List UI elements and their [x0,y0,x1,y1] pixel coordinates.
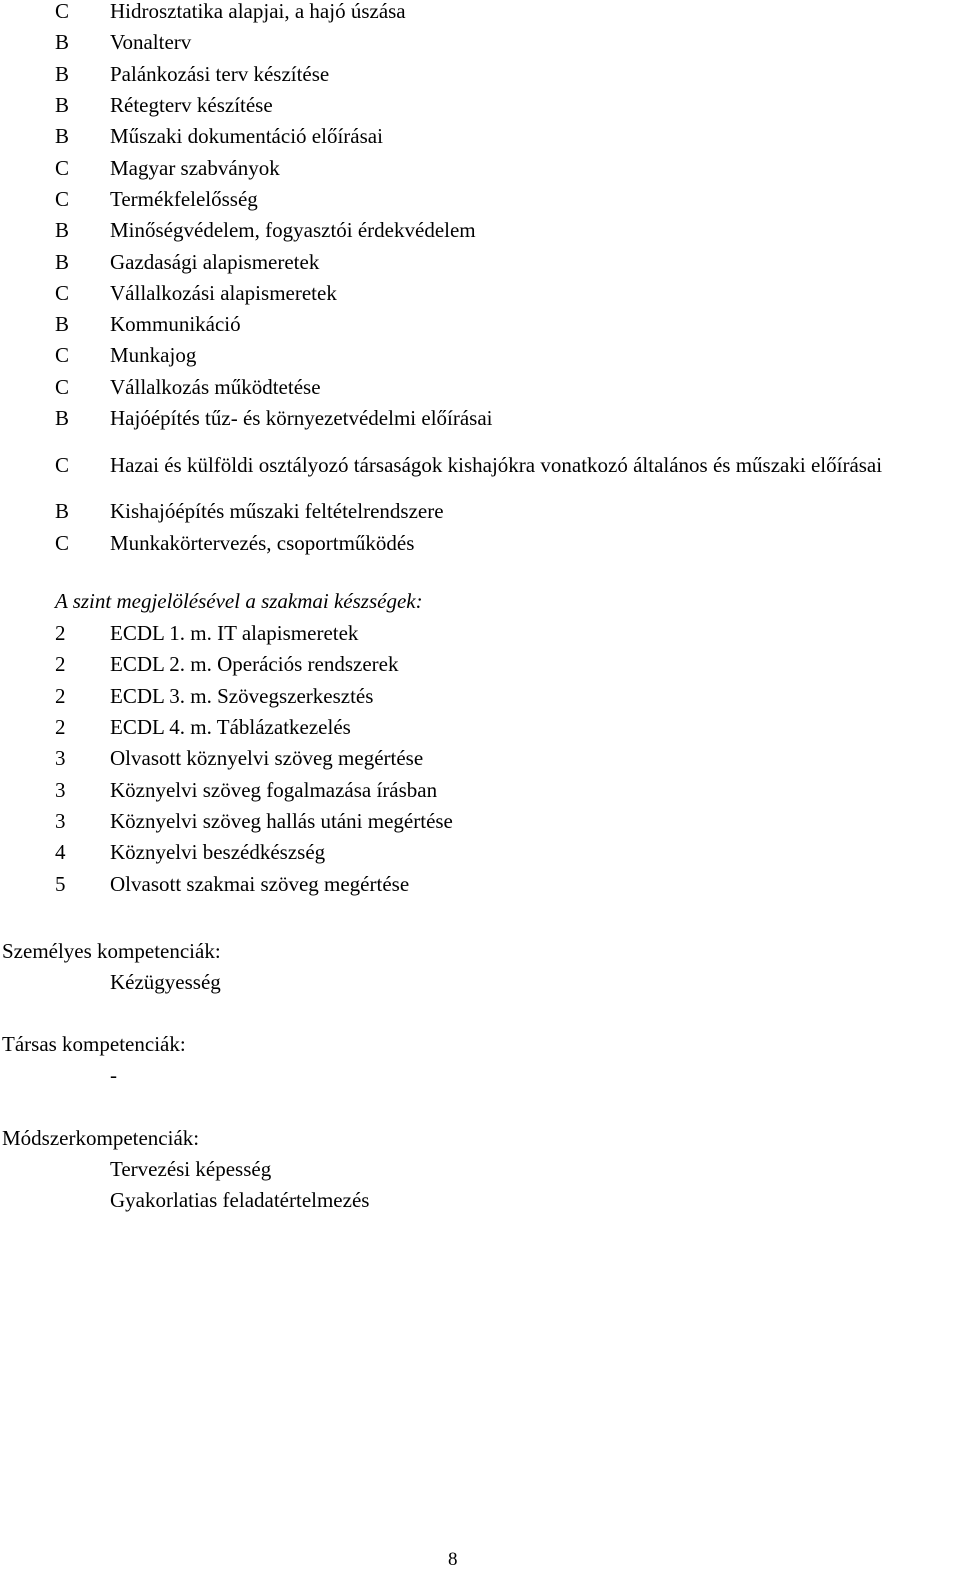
topic-row [0,27,960,58]
topic-text: Munkajog [110,343,197,368]
skill-row [0,743,960,774]
topic-text: Hazai és külföldi osztályozó társaságok kishajókra vonatkozó általános és műszaki előírásai [110,452,883,477]
topic-level: C [55,186,70,211]
topic-text: Kommunikáció [110,312,241,337]
topic-text: Vállalkozás működtetése [110,374,321,399]
topic-list [0,0,960,559]
topic-row [0,59,960,90]
skill-text: Köznyelvi szöveg hallás utáni megértése [110,808,453,833]
topic-text: Vállalkozási alapismeretek [110,280,337,305]
topic-level: B [55,249,70,274]
topic-level: B [55,218,70,243]
skill-text: Köznyelvi szöveg fogalmazása írásban [110,777,438,802]
topic-level: B [55,499,70,524]
methodological-competency-item: Tervezési képesség [110,1157,272,1181]
topic-level: B [55,124,70,149]
skill-text: ECDL 3. m. Szövegszerkesztés [110,683,374,708]
personal-competencies-heading: Személyes kompetenciák: [2,939,221,963]
skill-text: ECDL 4. m. Táblázatkezelés [110,715,351,740]
topic-text: Kishajóépítés műszaki feltételrendszere [110,499,444,524]
topic-row [0,152,960,183]
topic-text: Termékfelelősség [110,186,258,211]
topic-text: Munkakörtervezés, csoportműködés [110,530,415,555]
topic-row [0,278,960,309]
methodological-competency-item: Gyakorlatias feladatértelmezés [110,1188,370,1212]
topic-row [0,403,960,434]
topic-text: Vonalterv [110,30,192,55]
topic-level: B [55,406,70,430]
topic-row [0,215,960,246]
topic-level: C [55,280,70,305]
topic-level: B [55,93,70,118]
skill-level: 5 [55,871,66,896]
page-number: 8 [448,1549,458,1570]
skill-text: Olvasott köznyelvi szöveg megértése [110,746,424,771]
social-competencies-heading: Társas kompetenciák: [2,1032,186,1056]
skill-row [0,681,960,712]
topic-level: C [55,0,70,24]
topic-text: Műszaki dokumentáció előírásai [110,124,383,149]
skill-level: 3 [55,777,66,802]
topic-text: Rétegterv készítése [110,93,273,118]
skill-level: 3 [55,746,66,771]
skill-level: 2 [55,715,66,740]
topic-row [0,340,960,371]
topic-row [0,121,960,152]
topic-row [0,246,960,277]
skill-level: 4 [55,840,66,865]
topic-level: C [55,530,70,555]
topic-row [0,90,960,121]
topic-row [0,496,960,527]
skill-row [0,712,960,743]
skill-text: ECDL 1. m. IT alapismeretek [110,621,359,646]
topic-row [0,527,960,558]
topic-row [0,184,960,215]
skill-text: ECDL 2. m. Operációs rendszerek [110,652,399,677]
skill-level: 3 [55,808,66,833]
social-competency-item: - [110,1063,117,1087]
topic-text: Hajóépítés tűz- és környezetvédelmi előírásai [110,406,493,430]
topic-level: B [55,30,70,55]
topic-row [0,434,960,496]
skill-text: Köznyelvi beszédkészség [110,840,326,865]
skills-heading: A szint megjelölésével a szakmai készségek: [55,589,423,613]
topic-row [0,372,960,403]
topic-level: C [55,155,70,180]
skill-level: 2 [55,652,66,677]
skill-level: 2 [55,683,66,708]
topic-level: C [55,343,70,368]
methodological-competencies-heading: Módszerkompetenciák: [2,1126,200,1150]
topic-text: Palánkozási terv készítése [110,61,330,86]
topic-level: B [55,61,70,86]
topic-row [0,309,960,340]
topic-row [0,0,960,27]
topic-level: C [55,374,70,399]
skill-list [0,618,960,900]
topic-text: Magyar szabványok [110,155,280,180]
skill-row [0,868,960,899]
topic-level: C [55,452,70,477]
personal-competency-item: Kézügyesség [110,970,221,994]
topic-text: Hidrosztatika alapjai, a hajó úszása [110,0,406,24]
skill-row [0,774,960,805]
skill-text: Olvasott szakmai szöveg megértése [110,871,410,896]
topic-text: Minőségvédelem, fogyasztói érdekvédelem [110,218,476,243]
topic-text: Gazdasági alapismeretek [110,249,320,274]
topic-level: B [55,312,70,337]
skill-level: 2 [55,621,66,646]
skill-row [0,837,960,868]
skill-row [0,806,960,837]
skill-row [0,649,960,680]
skill-row [0,618,960,649]
